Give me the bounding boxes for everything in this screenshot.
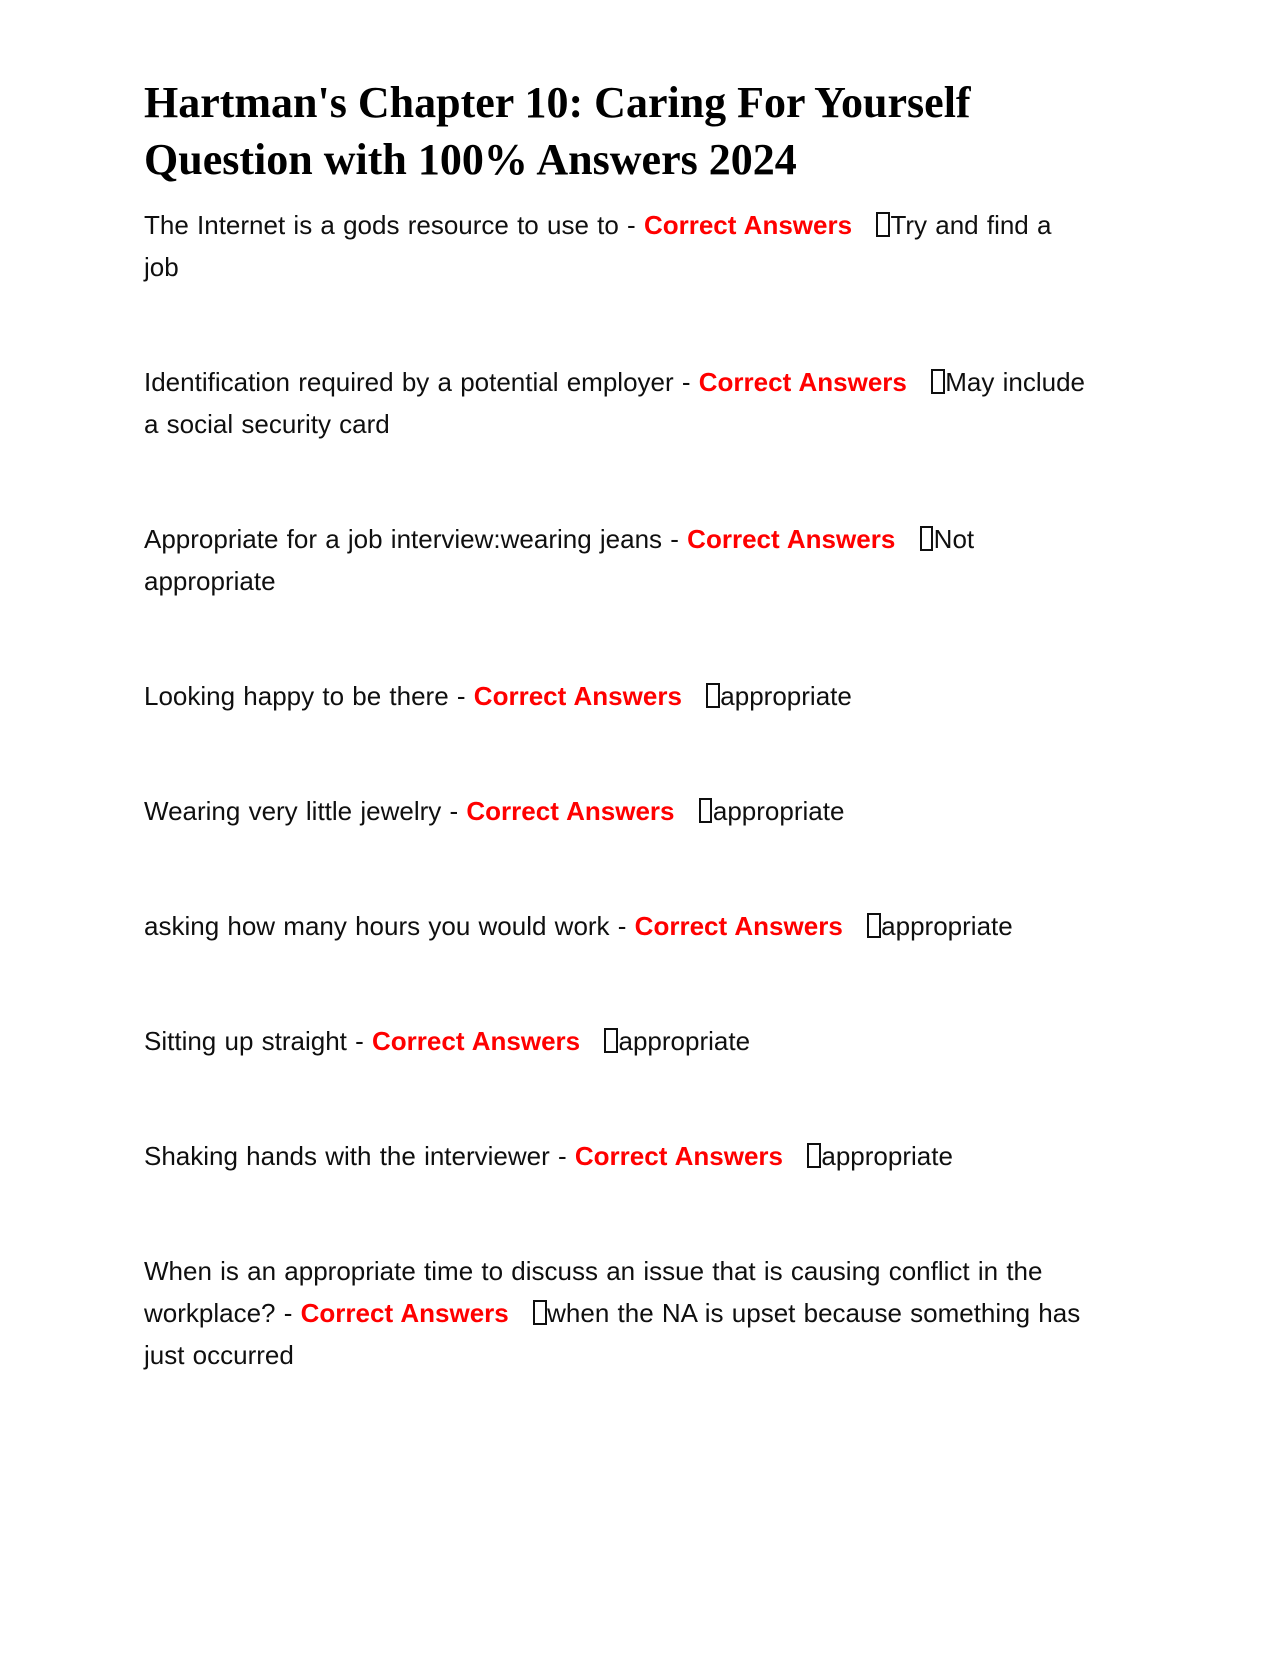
answer-text: appropriate bbox=[881, 911, 1013, 941]
missing-glyph-box-icon bbox=[706, 683, 720, 708]
answer-text: May include a social security card bbox=[144, 367, 1085, 439]
correct-answers-label: Correct Answers bbox=[634, 911, 843, 941]
question-text: asking how many hours you would work bbox=[144, 911, 610, 941]
answer-text: appropriate bbox=[618, 1026, 751, 1056]
question-text: Appropriate for a job interview:wearing jeans bbox=[144, 524, 663, 554]
correct-answers-label: Correct Answers bbox=[643, 210, 853, 240]
qa-item bbox=[144, 518, 1094, 602]
question-text: Sitting up straight bbox=[144, 1026, 347, 1056]
answer-text: when the NA is upset because something has just occurred bbox=[144, 1298, 1081, 1370]
qa-item bbox=[144, 1250, 1094, 1376]
separator-text: - bbox=[609, 911, 635, 941]
correct-answers-label: Correct Answers bbox=[372, 1026, 581, 1056]
answer-text: appropriate bbox=[720, 681, 852, 711]
correct-answers-label: Correct Answers bbox=[698, 367, 907, 397]
answer-text: appropriate bbox=[712, 796, 845, 826]
qa-item bbox=[144, 675, 1094, 717]
correct-answers-label: Correct Answers bbox=[687, 524, 896, 554]
separator-text: - bbox=[618, 210, 644, 240]
missing-glyph-box-icon bbox=[876, 212, 890, 237]
correct-answers-label: Correct Answers bbox=[300, 1298, 509, 1328]
question-text: Looking happy to be there bbox=[144, 681, 449, 711]
separator-text: - bbox=[441, 796, 467, 826]
qa-list bbox=[144, 204, 1094, 1376]
missing-glyph-box-icon bbox=[920, 526, 934, 551]
separator-text: - bbox=[673, 367, 699, 397]
qa-item bbox=[144, 204, 1094, 288]
separator-text: - bbox=[448, 681, 474, 711]
correct-answers-label: Correct Answers bbox=[466, 796, 675, 826]
qa-item bbox=[144, 361, 1094, 445]
separator-text: - bbox=[346, 1026, 372, 1056]
missing-glyph-box-icon bbox=[867, 913, 881, 938]
question-text: The Internet is a gods resource to use to bbox=[144, 210, 619, 240]
answer-text: appropriate bbox=[821, 1141, 953, 1171]
answer-text: Try and find a job bbox=[144, 210, 1052, 282]
separator-text: - bbox=[275, 1298, 301, 1328]
correct-answers-label: Correct Answers bbox=[574, 1141, 784, 1171]
answer-text: Not appropriate bbox=[144, 524, 975, 596]
question-text: Wearing very little jewelry bbox=[144, 796, 442, 826]
question-text: When is an appropriate time to discuss an issue that is causing conflict in the workplace? bbox=[144, 1256, 1043, 1328]
qa-item bbox=[144, 1020, 1094, 1062]
question-text: Shaking hands with the interviewer bbox=[144, 1141, 550, 1171]
question-text: Identification required by a potential employer bbox=[144, 367, 674, 397]
separator-text: - bbox=[549, 1141, 575, 1171]
qa-item bbox=[144, 1135, 1094, 1177]
separator-text: - bbox=[662, 524, 688, 554]
missing-glyph-box-icon bbox=[931, 369, 945, 394]
missing-glyph-box-icon bbox=[533, 1300, 547, 1325]
missing-glyph-box-icon bbox=[604, 1028, 618, 1053]
qa-item bbox=[144, 905, 1094, 947]
correct-answers-label: Correct Answers bbox=[473, 681, 682, 711]
qa-item bbox=[144, 790, 1094, 832]
missing-glyph-box-icon bbox=[807, 1143, 821, 1168]
page-title: Hartman's Chapter 10: Caring For Yourself Question with 100% Answers 2024 bbox=[144, 78, 971, 184]
missing-glyph-box-icon bbox=[699, 798, 713, 823]
